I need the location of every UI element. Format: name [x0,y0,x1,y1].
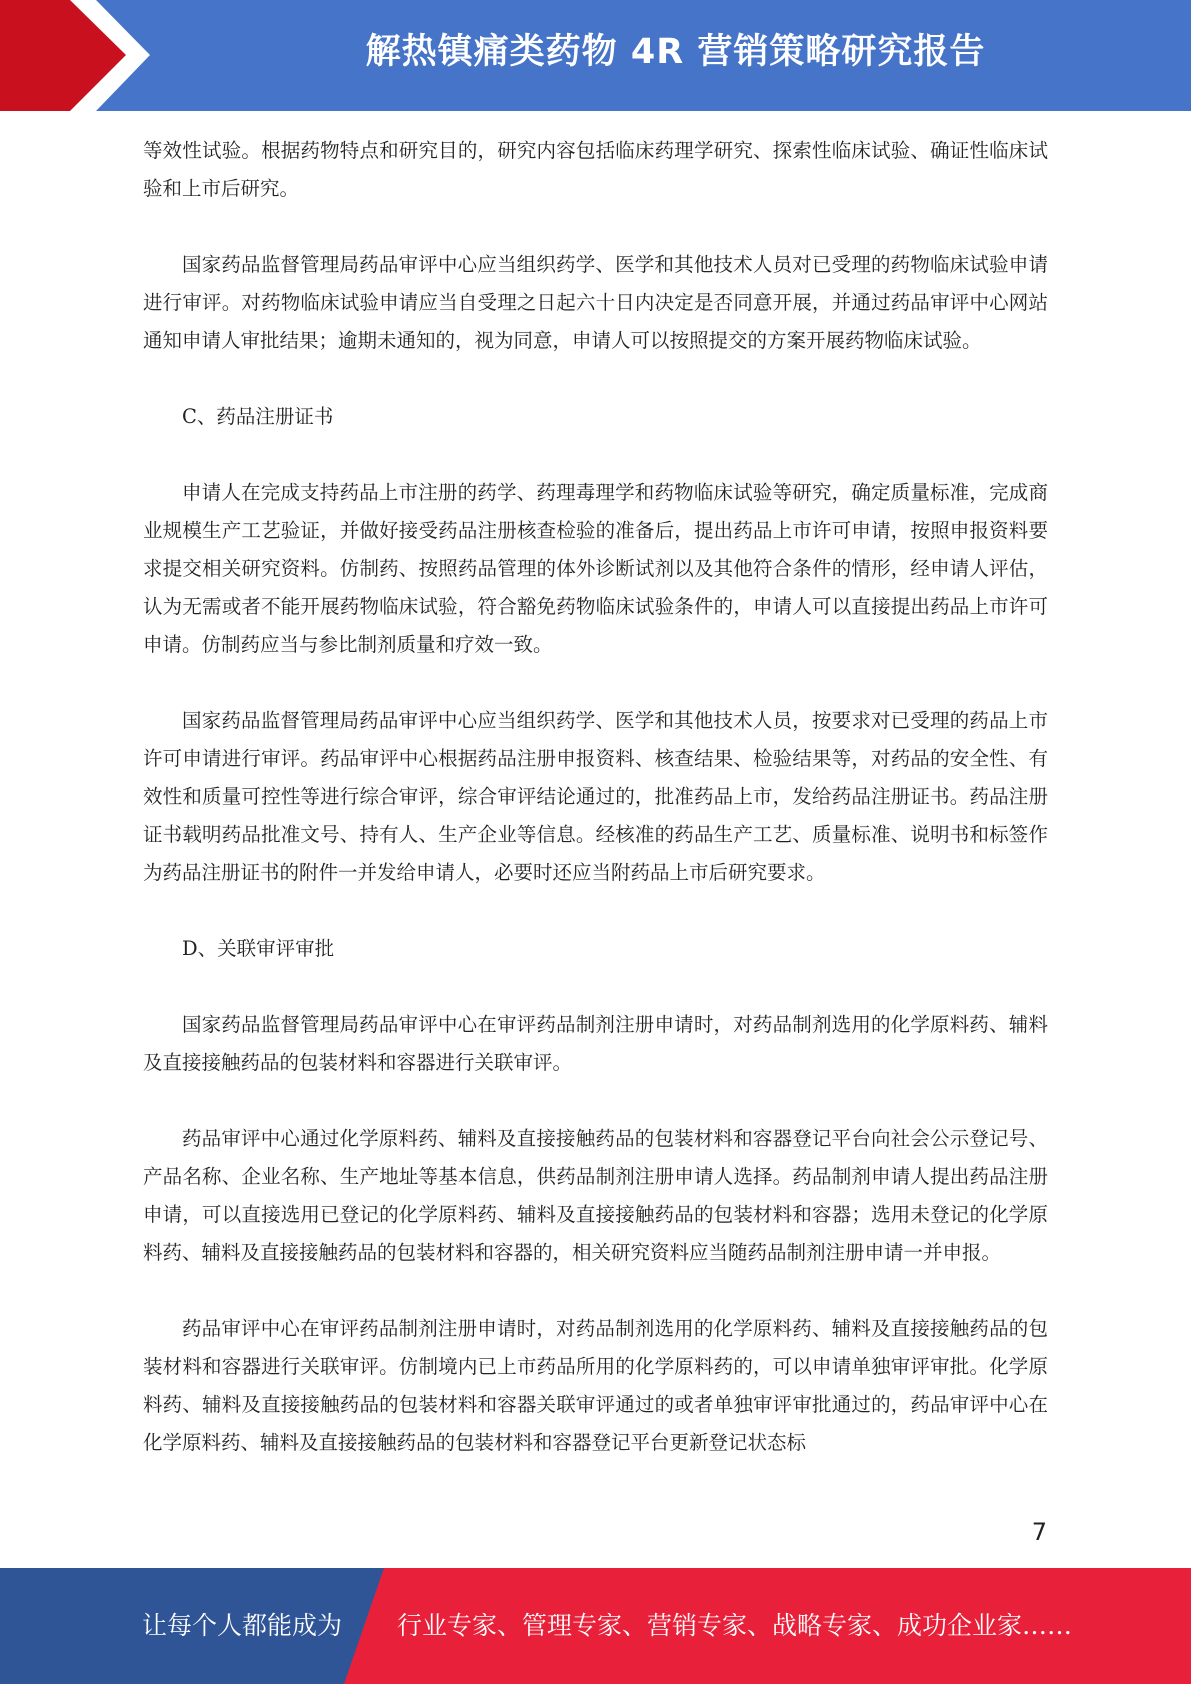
footer-slogan-right: 行业专家、管理专家、营销专家、战略专家、成功企业家…… [397,1611,1073,1640]
header-chevron-decoration [0,0,150,111]
section-heading: C、药品注册证书 [182,405,334,428]
section-heading: D、关联审评审批 [182,937,335,960]
paragraph: 国家药品监督管理局药品审评中心应当组织药学、医学和其他技术人员对已受理的药物临床试验申请进行审评。对药物临床试验申请应当自受理之日起六十日内决定是否同意开展，并通过药品审评中心网站通知申请人审批结果；逾期未通知的，视为同意，申请人可以按照提交的方案开展药物临床试验。 [143,253,1048,352]
page-footer [0,1568,1191,1684]
paragraph: 药品审评中心在审评药品制剂注册申请时，对药品制剂选用的化学原料药、辅料及直接接触药品的包装材料和容器进行关联审评。仿制境内已上市药品所用的化学原料药的，可以申请单独审评审批。化学原料药、辅料及直接接触药品的包装材料和容器关联审评通过的或者单独审评审批通过的，药品审评中心在化学原料药、辅料及直接接触药品的包装材料和容器登记平台更新登记状态标 [143,1317,1048,1454]
footer-slogan-left: 让每个人都能成为 [142,1611,343,1640]
paragraph: 药品审评中心通过化学原料药、辅料及直接接触药品的包装材料和容器登记平台向社会公示登记号、产品名称、企业名称、生产地址等基本信息，供药品制剂注册申请人选择。药品制剂申请人提出药品注册申请，可以直接选用已登记的化学原料药、辅料及直接接触药品的包装材料和容器；选用未登记的化学原料药、辅料及直接接触药品的包装材料和容器的，相关研究资料应当随药品制剂注册申请一并申报。 [143,1127,1048,1264]
paragraph: 等效性试验。根据药物特点和研究目的，研究内容包括临床药理学研究、探索性临床试验、确证性临床试验和上市后研究。 [143,139,1048,200]
paragraph: 申请人在完成支持药品上市注册的药学、药理毒理学和药物临床试验等研究，确定质量标准，完成商业规模生产工艺验证，并做好接受药品注册核查检验的准备后，提出药品上市许可申请，按照申报资料要求提交相关研究资料。仿制药、按照药品管理的体外诊断试剂以及其他符合条件的情形，经申请人评估，认为无需或者不能开展药物临床试验，符合豁免药物临床试验条件的，申请人可以直接提出药品上市许可申请。仿制药应当与参比制剂质量和疗效一致。 [143,481,1048,656]
paragraph: 国家药品监督管理局药品审评中心在审评药品制剂注册申请时，对药品制剂选用的化学原料药、辅料及直接接触药品的包装材料和容器进行关联审评。 [143,1013,1048,1074]
report-title: 解热镇痛类药物 4R 营销策略研究报告 [365,32,986,72]
page-header [0,0,1191,111]
paragraph: 国家药品监督管理局药品审评中心应当组织药学、医学和其他技术人员，按要求对已受理的药品上市许可申请进行审评。药品审评中心根据药品注册申报资料、核查结果、检验结果等，对药品的安全性、有效性和质量可控性等进行综合审评，综合审评结论通过的，批准药品上市，发给药品注册证书。药品注册证书载明药品批准文号、持有人、生产企业等信息。经核准的药品生产工艺、质量标准、说明书和标签作为药品注册证书的附件一并发给申请人，必要时还应当附药品上市后研究要求。 [143,709,1048,884]
document-body [143,132,1048,1500]
page-number: 7 [1031,1518,1047,1546]
